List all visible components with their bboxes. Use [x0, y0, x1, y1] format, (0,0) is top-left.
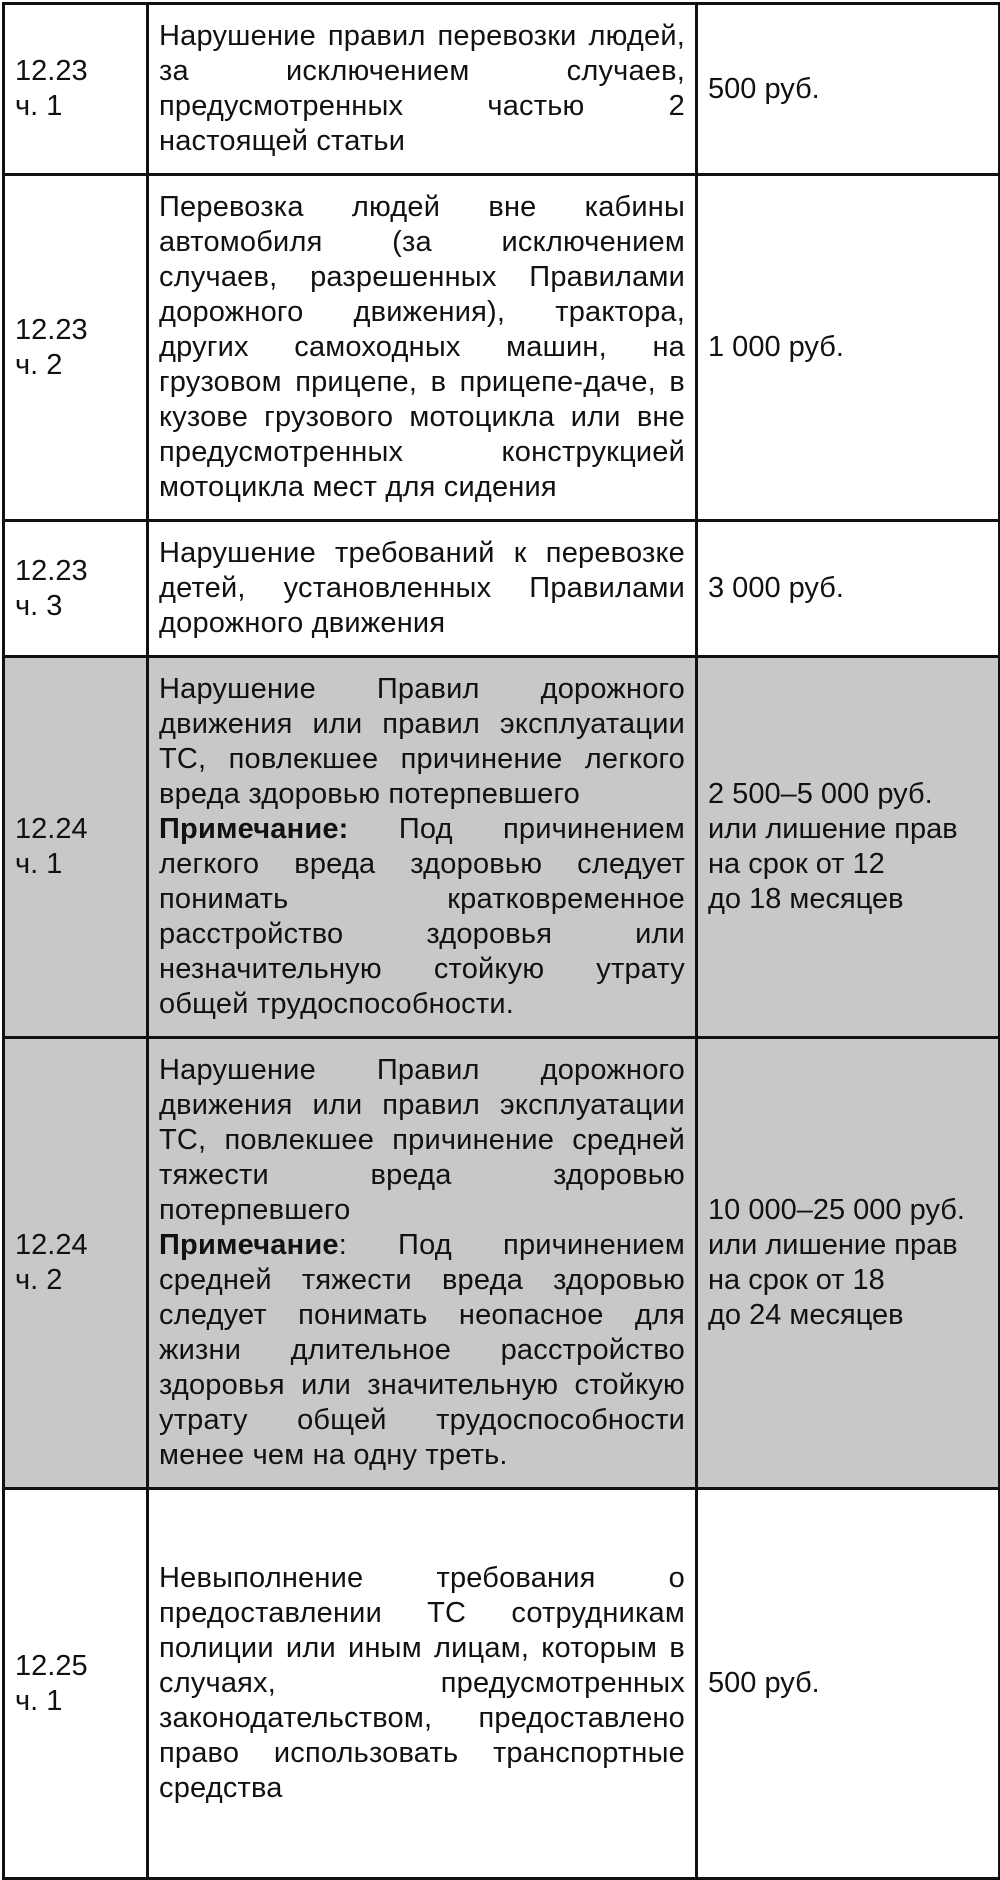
article-number: 12.25	[15, 1649, 88, 1682]
penalty-line: 500 руб.	[708, 72, 820, 105]
article-cell	[4, 1038, 148, 1489]
penalty-line: 3 000 руб.	[708, 572, 844, 604]
note-text: : Под причинением средней тяжести вреда здоровью следует понимать неопасное для жизни длительное расстройство здоровья или значительную стойкую утрату общей трудоспособности менее чем на одну треть.	[159, 1229, 685, 1471]
table-row	[4, 657, 1000, 1038]
description-cell	[148, 1038, 697, 1489]
article-cell	[4, 521, 148, 657]
penalty-line: на срок от 12	[708, 848, 885, 880]
penalty-cell	[697, 175, 1000, 521]
description-cell	[148, 521, 697, 657]
description-text: Нарушение правил перевозки людей, за исключением случаев, предусмотренных частью 2 настоящей статьи	[159, 20, 685, 157]
description-cell	[148, 1489, 697, 1879]
article-number: 12.24	[15, 813, 88, 845]
article-cell	[4, 175, 148, 521]
article-part: ч. 2	[15, 1264, 63, 1296]
description-cell	[148, 175, 697, 521]
penalty-line: или лишение прав	[708, 1229, 958, 1261]
description-text: Нарушение Правил дорожного движения или правил эксплуатации ТС, повлекшее причинение легкого вреда здоровью потерпевшего	[159, 673, 685, 810]
article-cell	[4, 657, 148, 1038]
penalty-line: 2 500–5 000 руб.	[708, 778, 933, 810]
description-text: Невыполнение требования о предоставлении ТС сотрудникам полиции или иным лицам, которым в случаях, предусмотренных законодательством, предоставлено право использовать транспортные средства	[159, 1562, 685, 1804]
description-cell	[148, 657, 697, 1038]
table-row	[4, 1489, 1000, 1879]
penalty-line: до 24 месяцев	[708, 1299, 904, 1331]
article-cell	[4, 4, 148, 175]
description-text: Перевозка людей вне кабины автомобиля (за исключением случаев, разрешенных Правилами дорожного движения), трактора, других самоходных машин, на грузовом прицепе, в прицепе-даче, в кузове грузового мотоцикла или вне предусмотренных конструкцией мотоцикла мест для сидения	[159, 191, 685, 503]
table-row	[4, 175, 1000, 521]
article-cell	[4, 1489, 148, 1879]
penalty-line: 10 000–25 000 руб.	[708, 1194, 965, 1226]
description-text: Нарушение Правил дорожного движения или правил эксплуатации ТС, повлекшее причинение средней тяжести вреда здоровью потерпевшего	[159, 1054, 685, 1226]
penalty-cell	[697, 4, 1000, 175]
article-part: ч. 3	[15, 589, 63, 622]
article-number: 12.23	[15, 313, 88, 346]
penalty-line: до 18 месяцев	[708, 883, 904, 915]
article-number: 12.23	[15, 554, 88, 587]
penalty-line: 1 000 руб.	[708, 331, 844, 363]
note-text: Под причинением легкого вреда здоровью следует понимать кратковременное расстройство здоровья или незначительную стойкую утрату общей трудоспособности.	[159, 813, 685, 1020]
penalty-cell	[697, 1038, 1000, 1489]
table-row	[4, 1038, 1000, 1489]
article-part: ч. 1	[15, 848, 63, 880]
penalty-line: на срок от 18	[708, 1264, 885, 1296]
penalty-line: или лишение прав	[708, 813, 958, 845]
table-row	[4, 4, 1000, 175]
note-label: Примечание	[159, 1229, 339, 1261]
article-number: 12.24	[15, 1229, 88, 1261]
penalty-cell	[697, 1489, 1000, 1879]
article-number: 12.23	[15, 55, 88, 87]
description-cell	[148, 4, 697, 175]
article-part: ч. 2	[15, 348, 63, 381]
penalty-cell	[697, 521, 1000, 657]
fines-table	[2, 2, 1000, 1880]
article-part: ч. 1	[15, 90, 63, 122]
description-text: Нарушение требований к перевозке детей, установленных Правилами дорожного движения	[159, 537, 685, 639]
table-row	[4, 521, 1000, 657]
note-label: Примечание:	[159, 813, 349, 845]
penalty-line: 500 руб.	[708, 1667, 820, 1699]
article-part: ч. 1	[15, 1684, 63, 1717]
penalty-cell	[697, 657, 1000, 1038]
